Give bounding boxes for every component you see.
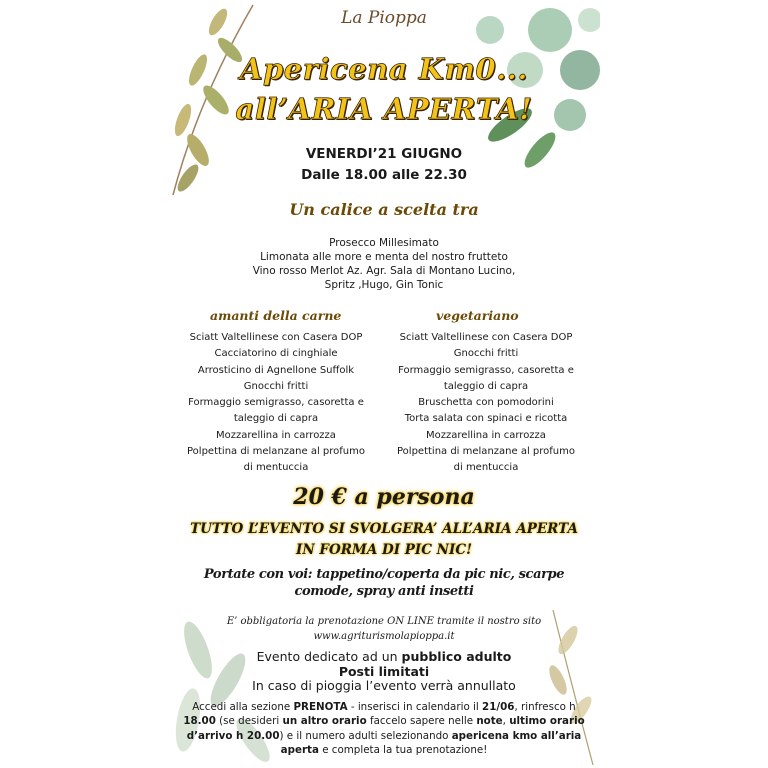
meat-menu-list bbox=[176, 330, 376, 477]
menu-item: taleggio di capra bbox=[233, 413, 319, 425]
event-day: VENERDI’21 GIUGNO bbox=[305, 146, 463, 162]
menu-item: Mozzarellina in carrozza bbox=[426, 429, 546, 441]
audience-info bbox=[168, 650, 600, 694]
drink-item: Limonata alle more e menta del nostro frutteto bbox=[260, 251, 508, 263]
title-line-2: all’ARIA APERTA! bbox=[235, 92, 533, 126]
rain-notice: In caso di pioggia l’evento verrà annullato bbox=[252, 678, 516, 693]
limited-seats: Posti limitati bbox=[338, 663, 430, 679]
bring-line: Portate con voi: tappetino/coperta da pic nic, scarpe bbox=[203, 567, 565, 582]
menu-item: Gnocchi fritti bbox=[453, 348, 519, 360]
price-text: 20 € a persona bbox=[293, 484, 475, 510]
drinks-list bbox=[168, 236, 600, 292]
logo-text: La Pioppa bbox=[341, 8, 427, 28]
menu-item: Arrosticino di Agnellone Suffolk bbox=[197, 364, 355, 376]
menu-item: Torta salata con spinaci e ricotta bbox=[404, 413, 568, 425]
menu-item: Bruschetta con pomodorini bbox=[418, 397, 554, 409]
booking-info bbox=[168, 614, 600, 644]
outdoor-notice bbox=[168, 519, 600, 561]
drink-item: Vino rosso Merlot Az. Agr. Sala di Montano Lucino, bbox=[252, 265, 516, 277]
notice-line: IN FORMA DI PIC NIC! bbox=[296, 542, 472, 558]
menu-item: taleggio di capra bbox=[443, 380, 529, 392]
menu-item: Mozzarellina in carrozza bbox=[216, 429, 336, 441]
audience-line bbox=[168, 650, 600, 665]
booking-line: E’ obbligatoria la prenotazione ON LINE tramite il nostro sito bbox=[226, 616, 542, 627]
menu-item: Formaggio semigrasso, casoretta e bbox=[398, 364, 574, 376]
event-time: Dalle 18.00 alle 22.30 bbox=[301, 167, 467, 183]
website-link[interactable]: www.agriturismolapioppa.it bbox=[313, 631, 455, 642]
menu-item: di mentuccia bbox=[243, 462, 309, 474]
menu-item: Sciatt Valtellinese con Casera DOP bbox=[399, 332, 573, 343]
notice-line: TUTTO L’EVENTO SI SVOLGERA’ ALL’ARIA APERTA bbox=[190, 521, 578, 537]
title-line-1: Apericena Km0... bbox=[240, 52, 528, 86]
drink-item: Prosecco Millesimato bbox=[329, 237, 439, 249]
menu-item: Formaggio semigrasso, casoretta e bbox=[188, 397, 364, 409]
menu-item: Polpettina di melanzane al profumo bbox=[397, 446, 575, 458]
menu-item: Sciatt Valtellinese con Casera DOP bbox=[189, 332, 363, 343]
drinks-heading: Un calice a scelta tra bbox=[289, 200, 479, 219]
veg-menu-title: vegetariano bbox=[436, 308, 519, 323]
bring-line: comode, spray anti insetti bbox=[294, 584, 474, 599]
audience-text: Evento dedicato ad un bbox=[256, 649, 402, 664]
audience-bold: pubblico adulto bbox=[401, 649, 512, 664]
event-date bbox=[168, 144, 600, 186]
menu-item: Gnocchi fritti bbox=[243, 380, 309, 392]
menu-item: Polpettina di melanzane al profumo bbox=[187, 446, 365, 458]
bring-list bbox=[168, 566, 600, 600]
event-poster bbox=[168, 0, 600, 768]
drink-item: Spritz ,Hugo, Gin Tonic bbox=[324, 279, 444, 291]
menu-item: di mentuccia bbox=[453, 462, 519, 474]
meat-menu-title: amanti della carne bbox=[210, 308, 342, 323]
menu-item: Cacciatorino di cinghiale bbox=[214, 348, 338, 360]
veg-menu-list bbox=[386, 330, 586, 477]
booking-instructions: Accedi alla sezione PRENOTA - inserisci in calendario il 21/06, rinfresco h 18.00 (se desideri un altro orario faccelo sapere nelle note, ultimo orario d’arrivo h 20.00) e il numero adulti selezionando apericena kmo all’aria aperta e completa la tua prenotazione! bbox=[183, 701, 585, 756]
